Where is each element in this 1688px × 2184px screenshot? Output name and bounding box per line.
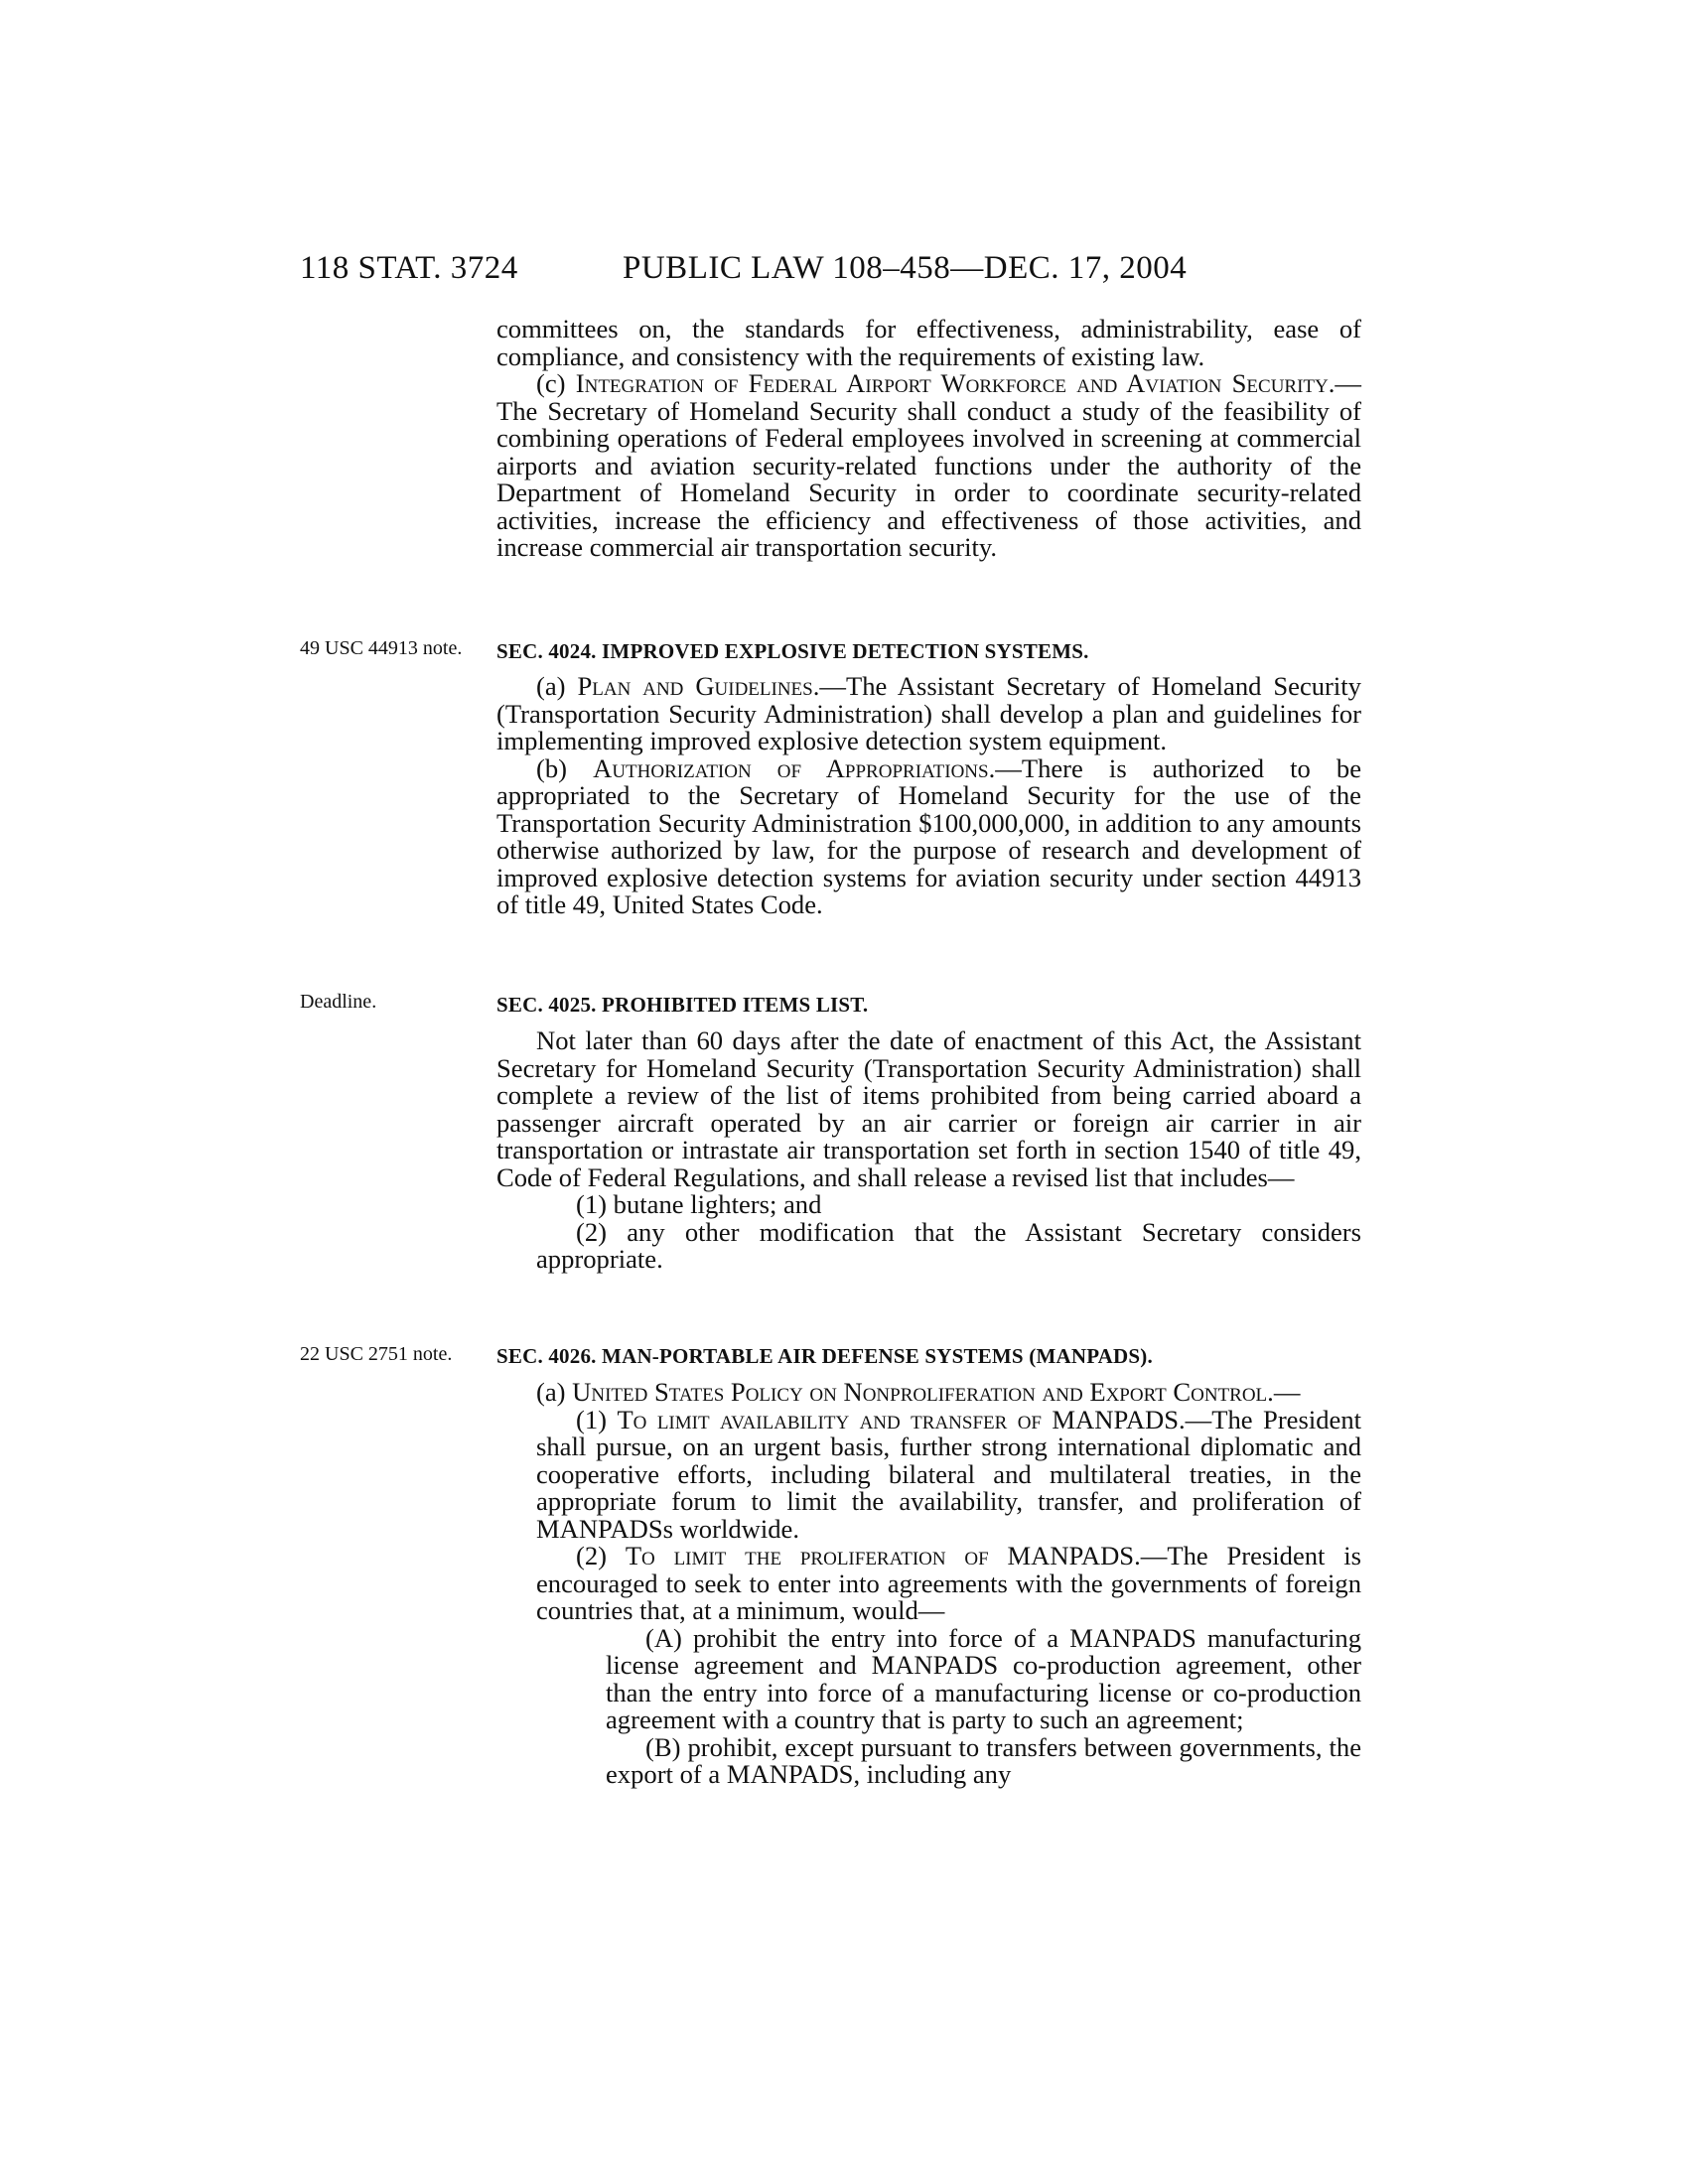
subsection-c-label: (c) bbox=[536, 368, 576, 398]
subsection-c-text: —The Secretary of Homeland Security shall conduct a study of the feasibility of combining operations of Federal employees involved in screening at commercial airports and aviation security-related functions under the authority of the Department of Homeland Security in order to coordinate security-related activities, increase the efficiency and effectiveness of those activities, and increase commercial air transportation security. bbox=[496, 368, 1361, 562]
paragraph-4026-2-heading: To limit the proliferation of MANPADS. bbox=[625, 1541, 1141, 1570]
section-4024 bbox=[496, 639, 1361, 664]
margin-note-4026: 22 USC 2751 note. bbox=[300, 1343, 453, 1365]
subparagraph-B: (B) prohibit, except pursuant to transfers between governments, the export of a MANPADS, including any bbox=[606, 1731, 1361, 1789]
subsection-c bbox=[496, 370, 1361, 562]
list-item-1: (1) butane lighters; and bbox=[576, 1189, 822, 1219]
subsection-c-heading: Integration of Federal Airport Workforce and Aviation Security. bbox=[575, 368, 1336, 398]
subsection-4024-a-label: (a) bbox=[536, 671, 578, 701]
running-header-title: PUBLIC LAW 108–458—DEC. 17, 2004 bbox=[623, 250, 1188, 286]
paragraph-4026-1-text: —The President shall pursue, on an urgent basis, further strong international diplomatic and cooperative efforts, including bilateral and multilateral treaties, in the appropriate forum to limit the availability, transfer, and proliferation of MANPADSs worldwide. bbox=[536, 1404, 1361, 1544]
subsection-4024-b-text: —There is authorized to be appropriated to the Secretary of Homeland Security for the use of the Transportation Security Administration $100,000,000, in addition to any amounts otherwise authorized by law, for the purpose of research and development of improved explosive detection systems for aviation security under section 44913 of title 49, United States Code. bbox=[496, 752, 1361, 919]
section-4025 bbox=[496, 993, 1361, 1018]
paragraph-4026-2-label: (2) bbox=[576, 1541, 626, 1570]
section-4024-body bbox=[496, 673, 1361, 919]
section-4025-heading: SEC. 4025. PROHIBITED ITEMS LIST. bbox=[496, 993, 869, 1017]
section-4026 bbox=[496, 1344, 1361, 1369]
section-4025-body bbox=[496, 1027, 1361, 1274]
paragraph-4026-1 bbox=[496, 1404, 1361, 1544]
subparagraph-A: (A) prohibit the entry into force of a MANPADS manufacturing license agreement and MANPADS co-production agreement, other than the entry into force of a manufacturing license or co-production agreement with a country that is party to such an agreement; bbox=[606, 1622, 1361, 1734]
margin-note-4024: 49 USC 44913 note. bbox=[300, 637, 463, 659]
paragraph-4026-1-label: (1) bbox=[576, 1404, 618, 1434]
subsection-4024-b bbox=[496, 752, 1361, 919]
margin-note-4025: Deadline. bbox=[300, 991, 377, 1013]
subsection-4026-a-dash: — bbox=[1273, 1377, 1301, 1407]
subsection-4026-a-label: (a) bbox=[536, 1377, 573, 1407]
subsection-4024-a-heading: Plan and Guidelines. bbox=[577, 671, 820, 701]
continuation-block bbox=[496, 316, 1361, 562]
subsection-4024-a-text: —The Assistant Secretary of Homeland Security (Transportation Security Administration) shall develop a plan and guidelines for implementing improved explosive detection system equipment. bbox=[496, 671, 1361, 755]
subsection-4024-a bbox=[496, 673, 1361, 755]
paragraph-4026-2 bbox=[496, 1543, 1361, 1625]
subsection-4024-b-heading: Authorization of Appropriations. bbox=[593, 752, 996, 783]
paragraph-4026-2-text: —The President is encouraged to seek to enter into agreements with the governments of foreign countries that, at a minimum, would— bbox=[536, 1541, 1361, 1625]
subsection-4026-a-heading: United States Policy on Nonproliferation and Export Control. bbox=[572, 1377, 1274, 1407]
continued-paragraph: committees on, the standards for effectiveness, administrability, ease of compliance, and consistency with the requirements of existing law. bbox=[496, 314, 1361, 371]
paragraph-4026-1-heading: To limit availability and transfer of MANPADS. bbox=[617, 1404, 1186, 1434]
subsection-4026-a bbox=[496, 1379, 1361, 1407]
list-item-2: (2) any other modification that the Assistant Secretary considers appropriate. bbox=[536, 1216, 1361, 1274]
section-4026-body bbox=[496, 1379, 1361, 1789]
page-stat-citation: 118 STAT. 3724 bbox=[300, 250, 518, 286]
section-4026-heading: SEC. 4026. MAN-PORTABLE AIR DEFENSE SYSTEMS (MANPADS). bbox=[496, 1344, 1153, 1368]
section-4025-text: Not later than 60 days after the date of enactment of this Act, the Assistant Secretary for Homeland Security (Transportation Security Administration) shall complete a review of the list of items prohibited from being carried aboard a passenger aircraft operated by an air carrier or foreign air carrier in air transportation or intrastate air transportation set forth in section 1540 of title 49, Code of Federal Regulations, and shall release a revised list that includes— bbox=[496, 1025, 1361, 1192]
section-4024-heading: SEC. 4024. IMPROVED EXPLOSIVE DETECTION SYSTEMS. bbox=[496, 639, 1089, 663]
subsection-4024-b-label: (b) bbox=[536, 752, 594, 783]
